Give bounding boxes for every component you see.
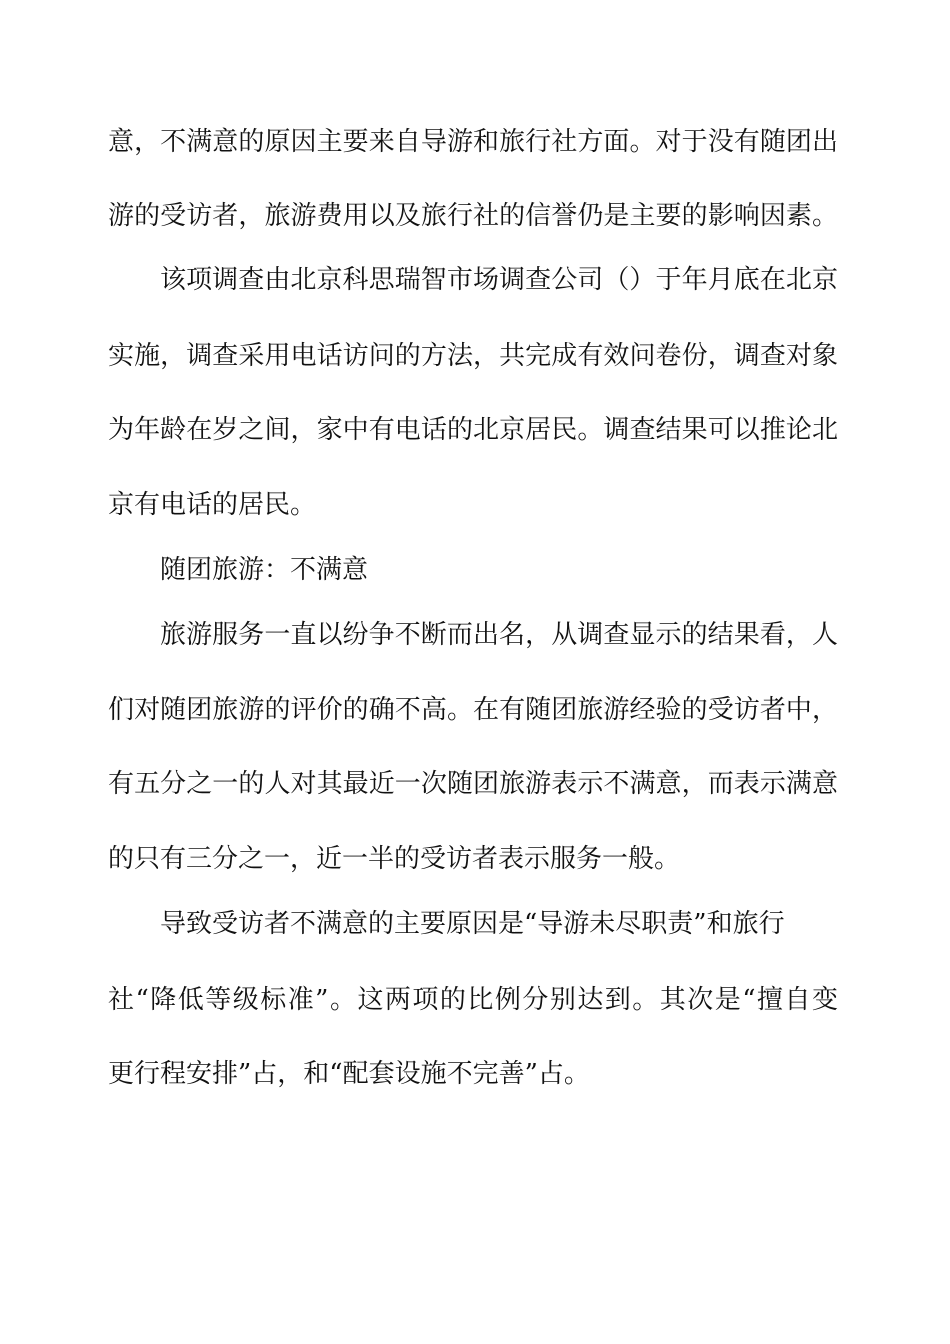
section-heading: 随团旅游：不满意 xyxy=(160,555,369,585)
paragraph-line-6: 京有电话的居民。 xyxy=(108,490,317,520)
paragraph-line-2: 游的受访者，旅游费用以及旅行社的信誉仍是主要的影响因素。 xyxy=(108,201,838,231)
paragraph-line-12: 导致受访者不满意的主要原因是“导游未尽职责”和旅行 xyxy=(160,909,785,939)
paragraph-line-9: 们对随团旅游的评价的确不高。在有随团旅游经验的受访者中， xyxy=(108,695,838,725)
paragraph-line-10: 有五分之一的人对其最近一次随团旅游表示不满意，而表示满意 xyxy=(108,769,838,799)
paragraph-line-4: 实施，调查采用电话访问的方法，共完成有效问卷份，调查对象 xyxy=(108,341,838,371)
paragraph-line-1: 意，不满意的原因主要来自导游和旅行社方面。对于没有随团出 xyxy=(108,127,838,157)
paragraph-line-8: 旅游服务一直以纷争不断而出名，从调查显示的结果看，人 xyxy=(160,620,838,650)
paragraph-line-11: 的只有三分之一，近一半的受访者表示服务一般。 xyxy=(108,844,681,874)
paragraph-line-5: 为年龄在岁之间，家中有电话的北京居民。调查结果可以推论北 xyxy=(108,415,838,445)
paragraph-line-14: 更行程安排”占，和“配套设施不完善”占。 xyxy=(108,1059,590,1089)
paragraph-line-3: 该项调查由北京科思瑞智市场调查公司（）于年月底在北京 xyxy=(160,265,838,295)
paragraph-line-13: 社“降低等级标准”。这两项的比例分别达到。其次是“擅自变 xyxy=(108,985,838,1015)
